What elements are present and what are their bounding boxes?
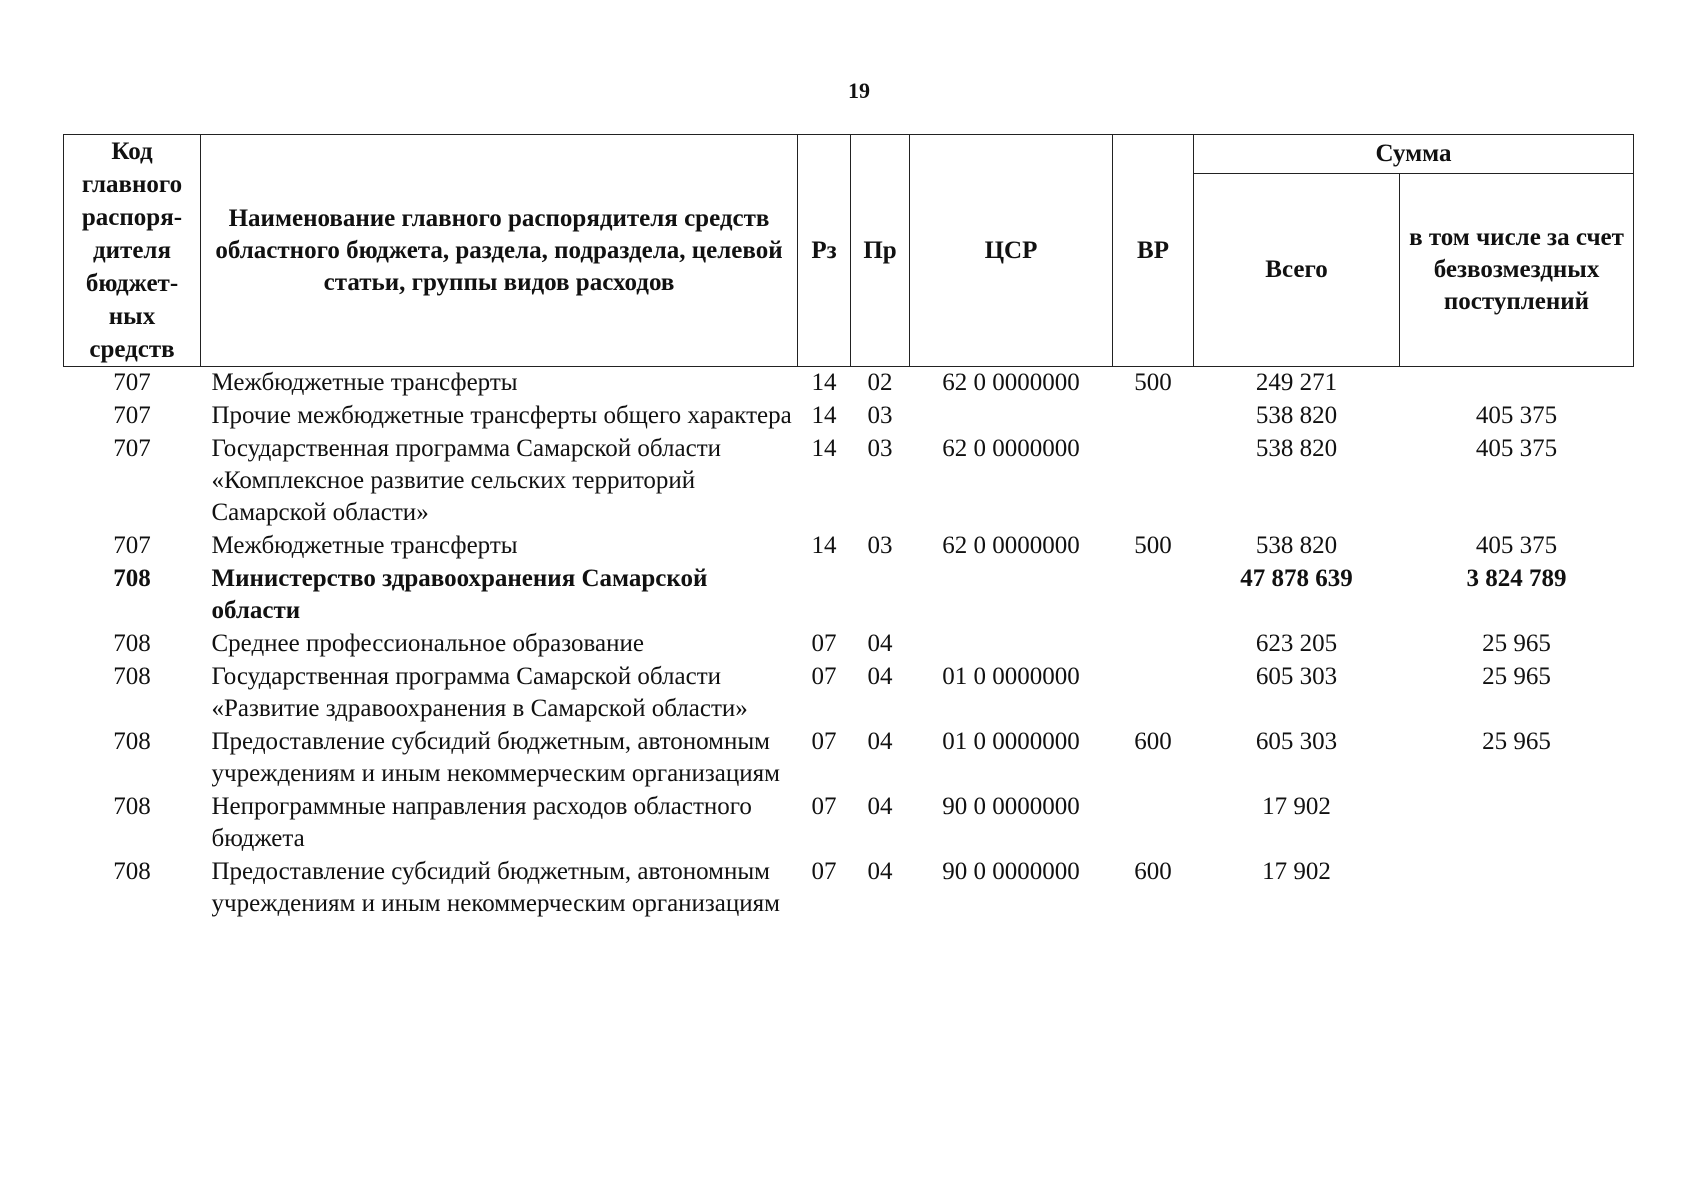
table-row	[64, 433, 1634, 530]
cell-vr	[1113, 661, 1194, 726]
cell-csr: 62 0 0000000	[942, 369, 1080, 396]
cell-incl: 25 965	[1482, 663, 1551, 690]
cell-code: 707	[113, 435, 151, 462]
cell-rz: 14	[811, 532, 837, 559]
cell-csr	[910, 563, 1113, 628]
header-total: Всего	[1194, 174, 1400, 367]
table-row	[64, 563, 1634, 628]
table-header	[64, 135, 1634, 367]
cell-pr: 02	[867, 369, 893, 396]
cell-csr: 90 0 0000000	[942, 793, 1080, 820]
cell-total: 605 303	[1255, 663, 1338, 690]
cell-pr: 04	[867, 728, 893, 755]
cell-total: 623 205	[1255, 630, 1338, 657]
cell-rz	[798, 563, 851, 628]
cell-vr	[1113, 400, 1194, 433]
cell-total: 538 820	[1255, 532, 1338, 559]
cell-name: Государственная программа Самарской области «Комплексное развитие сельских территорий Самарской области»	[211, 435, 721, 526]
cell-code: 707	[113, 369, 151, 396]
cell-rz: 07	[811, 630, 837, 657]
cell-total: 605 303	[1255, 728, 1338, 755]
header-pr: Пр	[851, 135, 910, 367]
cell-vr: 500	[1134, 532, 1172, 559]
cell-total: 249 271	[1255, 369, 1338, 396]
table-row	[64, 726, 1634, 791]
cell-name: Межбюджетные трансферты	[211, 369, 518, 396]
cell-incl: 3 824 789	[1466, 565, 1567, 592]
cell-total: 17 902	[1262, 858, 1331, 885]
cell-csr: 90 0 0000000	[942, 858, 1080, 885]
cell-csr: 01 0 0000000	[942, 728, 1080, 755]
cell-incl: 25 965	[1482, 728, 1551, 755]
cell-incl: 25 965	[1482, 630, 1551, 657]
cell-name: Предоставление субсидий бюджетным, автономным учреждениям и иным некоммерческим организациям	[211, 728, 780, 787]
cell-pr: 03	[867, 402, 893, 429]
table-row	[64, 791, 1634, 856]
table-row	[64, 628, 1634, 661]
cell-csr: 62 0 0000000	[942, 435, 1080, 462]
cell-csr: 01 0 0000000	[942, 663, 1080, 690]
header-name: Наименование главного распорядителя средств областного бюджета, раздела, подраздела, целевой статьи, группы видов расходов	[201, 135, 798, 367]
cell-name: Среднее профессиональное образование	[211, 630, 644, 657]
cell-rz: 14	[811, 369, 837, 396]
cell-code: 708	[113, 663, 151, 690]
cell-incl	[1400, 791, 1634, 856]
cell-code: 708	[113, 565, 151, 592]
header-vr: ВР	[1113, 135, 1194, 367]
cell-vr	[1113, 563, 1194, 628]
cell-csr	[910, 628, 1113, 661]
cell-name: Министерство здравоохранения Самарской области	[211, 565, 708, 624]
cell-rz: 07	[811, 728, 837, 755]
cell-rz: 07	[811, 663, 837, 690]
table-body	[64, 367, 1634, 922]
table-row	[64, 400, 1634, 433]
header-code: Код главного распоря-дителя бюджет-ных средств	[64, 135, 201, 367]
cell-name: Предоставление субсидий бюджетным, автономным учреждениям и иным некоммерческим организациям	[211, 858, 780, 917]
cell-name: Государственная программа Самарской области «Развитие здравоохранения в Самарской области»	[211, 663, 748, 722]
cell-code: 708	[113, 728, 151, 755]
cell-incl	[1400, 367, 1634, 401]
cell-code: 707	[113, 532, 151, 559]
header-sum: Сумма	[1194, 135, 1634, 174]
cell-code: 708	[113, 858, 151, 885]
header-incl: в том числе за счет безвозмездных поступлений	[1400, 174, 1634, 367]
cell-total: 538 820	[1255, 402, 1338, 429]
cell-pr: 04	[867, 793, 893, 820]
cell-incl: 405 375	[1475, 402, 1558, 429]
cell-total: 538 820	[1255, 435, 1338, 462]
cell-incl	[1400, 856, 1634, 921]
cell-vr: 500	[1134, 369, 1172, 396]
cell-pr: 03	[867, 435, 893, 462]
cell-vr	[1113, 433, 1194, 530]
table-row	[64, 856, 1634, 921]
cell-rz: 14	[811, 435, 837, 462]
cell-vr	[1113, 628, 1194, 661]
cell-vr: 600	[1134, 858, 1172, 885]
cell-name: Прочие межбюджетные трансферты общего характера	[211, 402, 792, 429]
cell-total: 17 902	[1262, 793, 1331, 820]
cell-csr: 62 0 0000000	[942, 532, 1080, 559]
cell-rz: 07	[811, 793, 837, 820]
table-row	[64, 661, 1634, 726]
page-number: 19	[848, 78, 870, 103]
cell-name: Межбюджетные трансферты	[211, 532, 518, 559]
cell-pr: 03	[867, 532, 893, 559]
header-csr: ЦСР	[910, 135, 1113, 367]
cell-csr	[910, 400, 1113, 433]
header-rz: Рз	[798, 135, 851, 367]
cell-code: 708	[113, 630, 151, 657]
cell-code: 707	[113, 402, 151, 429]
cell-pr: 04	[867, 858, 893, 885]
cell-pr	[851, 563, 910, 628]
cell-code: 708	[113, 793, 151, 820]
table-row	[64, 530, 1634, 563]
cell-total: 47 878 639	[1240, 565, 1353, 592]
table-row	[64, 367, 1634, 401]
cell-rz: 14	[811, 402, 837, 429]
cell-incl: 405 375	[1475, 532, 1558, 559]
cell-pr: 04	[867, 663, 893, 690]
cell-name: Непрограммные направления расходов областного бюджета	[211, 793, 752, 852]
cell-vr: 600	[1134, 728, 1172, 755]
budget-table	[63, 134, 1634, 921]
cell-pr: 04	[867, 630, 893, 657]
cell-rz: 07	[811, 858, 837, 885]
cell-vr	[1113, 791, 1194, 856]
cell-incl: 405 375	[1475, 435, 1558, 462]
